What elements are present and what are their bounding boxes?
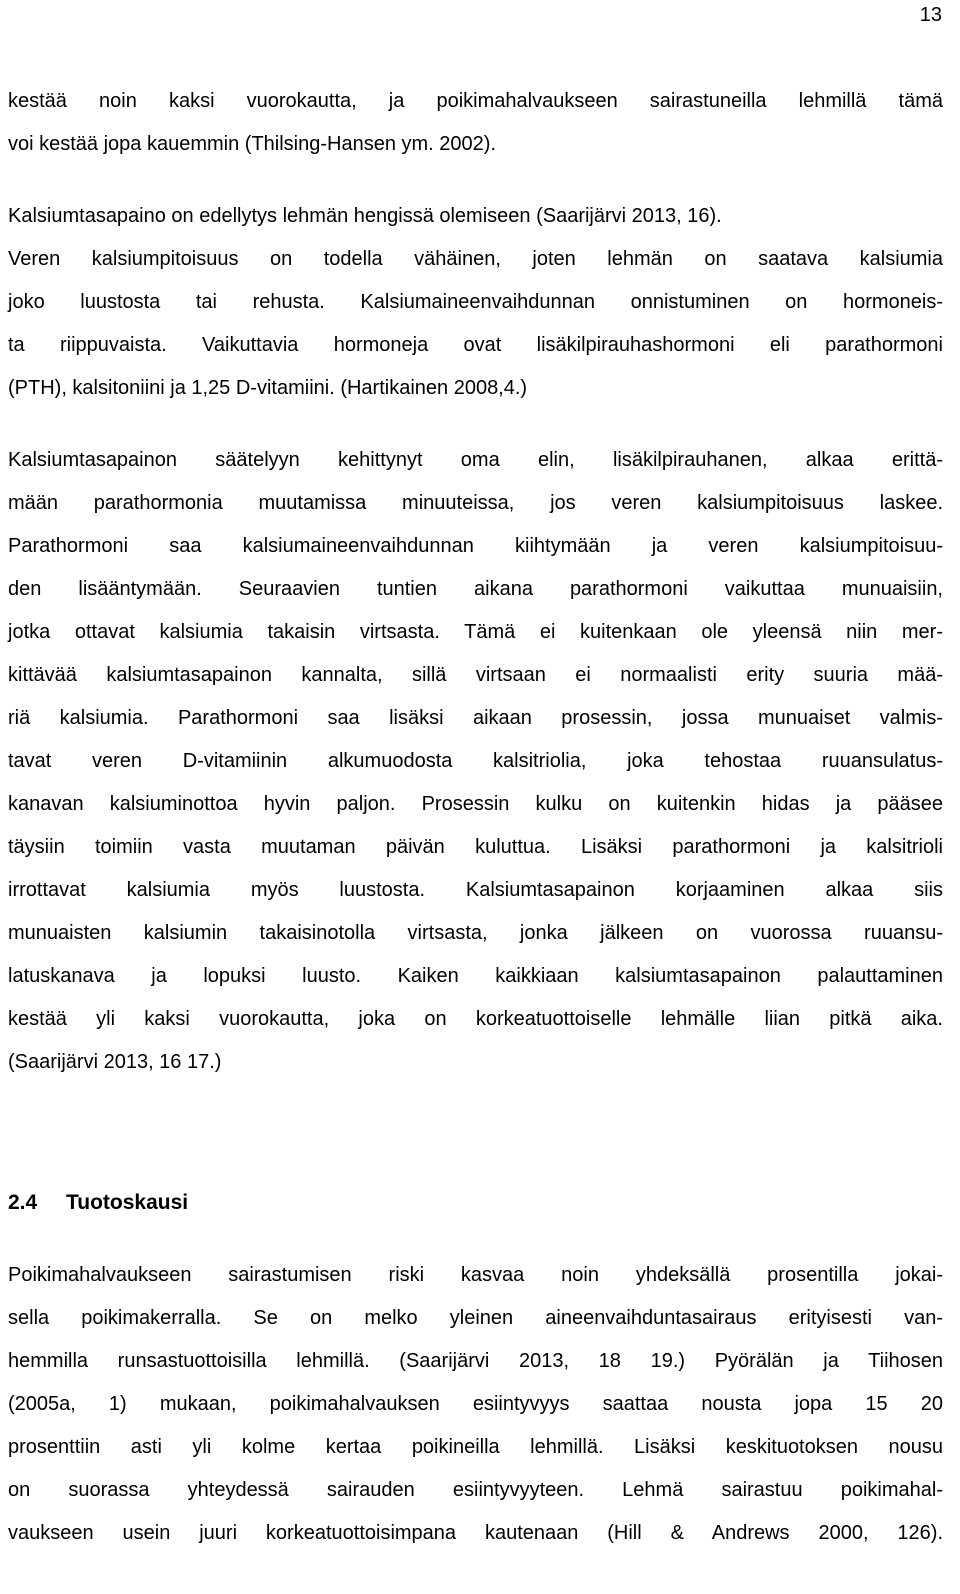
text-line: munuaisten kalsiumin takaisinotolla virtsasta, jonka jälkeen on vuorossa ruuansu- [8,922,943,944]
text-line: latuskanava ja lopuksi luusto. Kaiken kaikkiaan kalsiumtasapainon palauttaminen [8,965,943,987]
text-line: Parathormoni saa kalsiumaineenvaihdunnan kiihtymään ja veren kalsiumpitoisuu- [8,535,943,557]
text-line: täysiin toimiin vasta muutaman päivän kuluttua. Lisäksi parathormoni ja kalsitrioli [8,836,943,858]
text-line: (Saarijärvi 2013, 16 17.) [8,1051,222,1073]
page-number: 13 [919,4,942,26]
text-line: sella poikimakerralla. Se on melko yleinen aineenvaihduntasairaus erityisesti van- [8,1307,943,1329]
text-line: hemmilla runsastuottoisilla lehmillä. (Saarijärvi 2013, 18 19.) Pyörälän ja Tiihosen [8,1350,943,1372]
text-line: den lisääntymään. Seuraavien tuntien aikana parathormoni vaikuttaa munuaisiin, [8,578,943,600]
text-line: prosenttiin asti yli kolme kertaa poikineilla lehmillä. Lisäksi keskituotoksen nousu [8,1436,943,1458]
text-line: kanavan kalsiuminottoa hyvin paljon. Prosessin kulku on kuitenkin hidas ja pääsee [8,793,943,815]
text-line: tavat veren D-vitamiinin alkumuodosta kalsitriolia, joka tehostaa ruuansulatus- [8,750,943,772]
text-line: mään parathormonia muutamissa minuuteissa, jos veren kalsiumpitoisuus laskee. [8,492,943,514]
text-line: Kalsiumtasapainon säätelyyn kehittynyt oma elin, lisäkilpirauhanen, alkaa erittä- [8,449,943,471]
text-line: kestää noin kaksi vuorokautta, ja poikimahalvaukseen sairastuneilla lehmillä tämä [8,90,943,112]
text-line: Kalsiumtasapaino on edellytys lehmän hengissä olemiseen (Saarijärvi 2013, 16). [8,205,722,227]
text-line: ta riippuvaista. Vaikuttavia hormoneja ovat lisäkilpirauhashormoni eli parathormoni [8,334,943,356]
text-line: voi kestää jopa kauemmin (Thilsing-Hansen ym. 2002). [8,133,496,155]
section-number: 2.4 [8,1191,38,1214]
text-line: Poikimahalvaukseen sairastumisen riski kasvaa noin yhdeksällä prosentilla jokai- [8,1264,943,1286]
text-line: (PTH), kalsitoniini ja 1,25 D-vitamiini. (Hartikainen 2008,4.) [8,377,528,399]
section-title: Tuotoskausi [66,1191,189,1214]
text-line: irrottavat kalsiumia myös luustosta. Kalsiumtasapainon korjaaminen alkaa siis [8,879,943,901]
text-line: joko luustosta tai rehusta. Kalsiumaineenvaihdunnan onnistuminen on hormoneis- [8,291,943,313]
text-line: kittävää kalsiumtasapainon kannalta, sillä virtsaan ei normaalisti erity suuria mää- [8,664,943,686]
text-line: (2005a, 1) mukaan, poikimahalvauksen esiintyvyys saattaa nousta jopa 15 20 [8,1393,943,1415]
section-heading [8,1189,188,1217]
text-line: Veren kalsiumpitoisuus on todella vähäinen, joten lehmän on saatava kalsiumia [8,248,943,270]
text-line: kestää yli kaksi vuorokautta, joka on korkeatuottoiselle lehmälle liian pitkä aika. [8,1008,943,1030]
text-line: jotka ottavat kalsiumia takaisin virtsasta. Tämä ei kuitenkaan ole yleensä niin mer- [8,621,943,643]
text-line: on suorassa yhteydessä sairauden esiintyvyyteen. Lehmä sairastuu poikimahal- [8,1479,943,1501]
text-line: riä kalsiumia. Parathormoni saa lisäksi aikaan prosessin, jossa munuaiset valmis- [8,707,943,729]
text-line: vaukseen usein juuri korkeatuottoisimpana kautenaan (Hill & Andrews 2000, 126). [8,1522,943,1544]
